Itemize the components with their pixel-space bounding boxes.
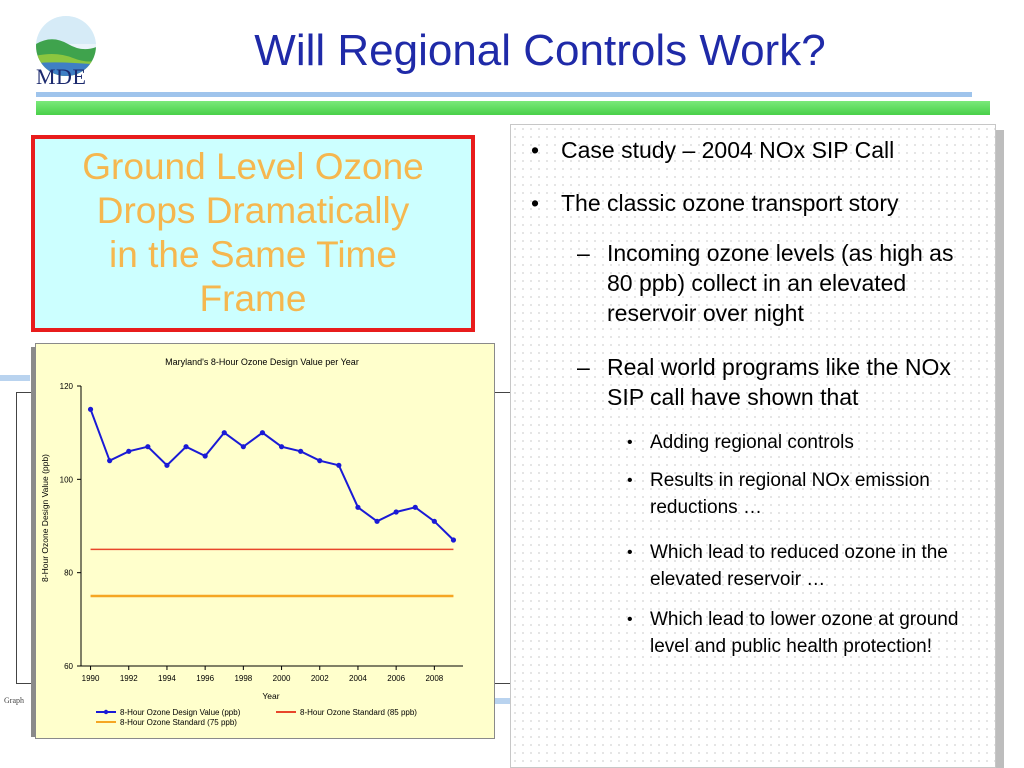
ozone-chart-svg [36, 344, 494, 738]
chart-y-tick-label: 60 [64, 662, 73, 671]
sub-bullet-item [577, 238, 977, 328]
chart-data-point [164, 463, 169, 468]
callout-line: Drops Dramatically [96, 190, 410, 231]
sub-sub-bullet-text: Results in regional NOx emission reductions … [650, 470, 930, 518]
chart-data-point [107, 458, 112, 463]
bullet-icon: • [627, 544, 633, 561]
chart-data-point [126, 449, 131, 454]
chart-data-point [279, 444, 284, 449]
chart-data-point [222, 430, 227, 435]
chart-ylabel: 8-Hour Ozone Design Value (ppb) [40, 454, 50, 582]
chart-y-tick-label: 100 [59, 475, 73, 485]
bullet-icon: • [531, 190, 540, 216]
bullet-item [531, 135, 991, 165]
chart-x-tick-label: 2004 [349, 674, 367, 683]
chart-data-point [413, 505, 418, 510]
chart-data-point [183, 444, 188, 449]
sub-bullet-text: Real world programs like the NOx SIP call have shown that [607, 354, 951, 410]
chart-data-point [203, 453, 208, 458]
callout-line: in the Same Time [109, 234, 397, 275]
chart-y-tick-label: 80 [64, 568, 73, 578]
chart-data-point [317, 458, 322, 463]
bullet-icon: • [627, 611, 633, 628]
chart-legend-label: 8-Hour Ozone Design Value (ppb) [120, 708, 241, 717]
dash-icon: – [577, 240, 590, 266]
dash-icon: – [577, 354, 590, 380]
bullet-icon: • [627, 434, 633, 451]
bullet-text: Case study – 2004 NOx SIP Call [561, 137, 895, 163]
chart-title: Maryland's 8-Hour Ozone Design Value per Year [165, 357, 359, 367]
chart-data-point [145, 444, 150, 449]
chart-data-point [432, 519, 437, 524]
chart-x-tick-label: 1998 [234, 674, 253, 683]
ozone-chart [35, 343, 495, 739]
bullet-item [531, 188, 991, 218]
bullet-panel [510, 124, 996, 768]
sub-sub-bullet-item [627, 429, 990, 456]
chart-x-tick-label: 2006 [387, 674, 406, 683]
chart-x-tick-label: 2002 [310, 674, 329, 683]
sub-sub-bullet-item [627, 606, 990, 660]
chart-legend-label: 8-Hour Ozone Standard (85 ppb) [300, 708, 417, 717]
chart-data-point [336, 463, 341, 468]
chart-y-tick-label: 120 [59, 382, 73, 391]
chart-data-point [298, 449, 303, 454]
title-rule-blue [36, 92, 972, 97]
logo-text: MDE [36, 64, 87, 89]
chart-data-point [260, 430, 265, 435]
chart-data-point [355, 505, 360, 510]
chart-data-point [241, 444, 246, 449]
background-strip [0, 375, 30, 381]
chart-data-point [394, 509, 399, 514]
callout-line: Ground Level Ozone [82, 146, 424, 187]
chart-x-tick-label: 1992 [119, 674, 138, 683]
sub-sub-bullet-text: Which lead to lower ozone at ground level and public health protection! [650, 609, 959, 657]
slide-title: Will Regional Controls Work? [254, 26, 826, 75]
chart-x-tick-label: 1990 [81, 674, 100, 683]
sub-bullet-item [577, 352, 987, 412]
bullet-icon: • [531, 137, 540, 163]
sub-sub-bullet-item [627, 539, 990, 593]
chart-legend-marker [104, 710, 108, 714]
sub-sub-bullet-text: Which lead to reduced ozone in the elevated reservoir … [650, 542, 948, 590]
chart-xlabel: Year [262, 691, 280, 701]
chart-legend-label: 8-Hour Ozone Standard (75 ppb) [120, 718, 237, 727]
sub-sub-bullet-item [627, 467, 950, 521]
chart-data-point [451, 537, 456, 542]
chart-data-point [88, 407, 93, 412]
background-chart-footer: Graph [4, 696, 24, 705]
callout-line: Frame [199, 278, 307, 319]
chart-series-line [91, 409, 454, 540]
chart-data-point [374, 519, 379, 524]
bullet-text: The classic ozone transport story [561, 190, 899, 216]
bullet-icon: • [627, 472, 633, 489]
chart-x-tick-label: 1994 [158, 674, 176, 683]
title-rule-green [36, 101, 990, 115]
chart-x-tick-label: 2008 [425, 674, 444, 683]
callout-box [31, 135, 475, 332]
sub-bullet-text: Incoming ozone levels (as high as 80 ppb) collect in an elevated reservoir over night [607, 240, 954, 326]
chart-x-tick-label: 2000 [272, 674, 291, 683]
chart-x-tick-label: 1996 [196, 674, 215, 683]
sub-sub-bullet-text: Adding regional controls [650, 432, 854, 453]
